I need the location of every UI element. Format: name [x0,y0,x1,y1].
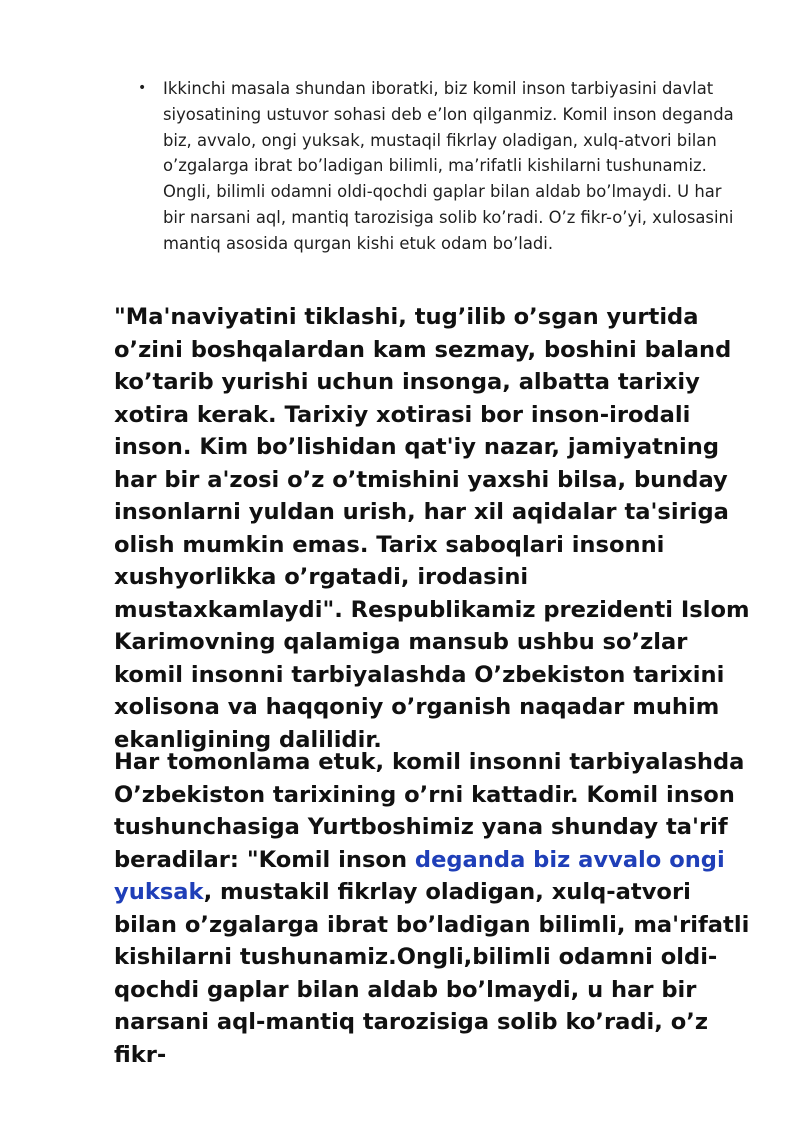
hyperlink[interactable]: deganda biz avvalo ongi yuksak [114,846,725,905]
paragraph-text-after: , mustakil fikrlay oladigan, xulq-atvori bilan o’zgalarga ibrat bo’ladigan bilimli, ma'rifatli kishilarni tushunamiz.Ongli,bilimli odamni oldi-qochdi gaplar bilan aldab bo’lmaydi, u har bir narsani aql-mantiq tarozisiga solib ko’radi, o’z fikr- [114,879,750,1068]
bullet-list [136,76,746,257]
bullet-marker: • [138,80,147,96]
list-item [136,76,746,257]
paragraph-definition [114,746,754,1071]
paragraph-quote: "Ma'naviyatini tiklashi, tug’ilib o’sgan yurtida o’zini boshqalardan kam sezmay, boshini baland ko’tarib yurishi uchun insonga, albatta tarixiy xotira kerak. Tarixiy xotirasi bor inson-irodali inson. Kim bo’lishidan qat'iy nazar, jamiyatning har bir a'zosi o’z o’tmishini yaxshi bilsa, bunday insonlarni yuldan urish, har xil aqidalar ta'siriga olish mumkin emas. Tarix saboqlari insonni xushyorlikka o’rgatadi, irodasini mustaxkamlaydi". Respublikamiz prezidenti Islom Karimovning qalamiga mansub ushbu so’zlar komil insonni tarbiyalashda O’zbekiston tarixini xolisona va haqqoniy o’rganish naqadar muhim ekanligining dalilidir. [114,304,750,753]
bullet-text: Ikkinchi masala shundan iboratki, biz komil inson tarbiyasini davlat siyosatining ustuvor sohasi deb e’lon qilganmiz. Komil inson deganda biz, avvalo, ongi yuksak, mustaqil fikrlay oladigan, xulq-atvori bilan o’zgalarga ibrat bo’ladigan bilimli, ma’rifatli kishilarni tushunamiz. Ongli, bilimli odamni oldi-qochdi gaplar bilan aldab bo’lmaydi. U har bir narsani aql, mantiq tarozisiga solib ko’radi. O’z fikr-o’yi, xulosasini mantiq asosida qurgan kishi etuk odam bo’ladi. [163,79,734,253]
paragraph-text-before: Har tomonlama etuk, komil insonni tarbiyalashda O’zbekiston tarixining o’rni kattadir. Komil inson tushunchasiga Yurtboshimiz yana shunday ta'rif beradilar: "Komil inson [114,749,745,873]
